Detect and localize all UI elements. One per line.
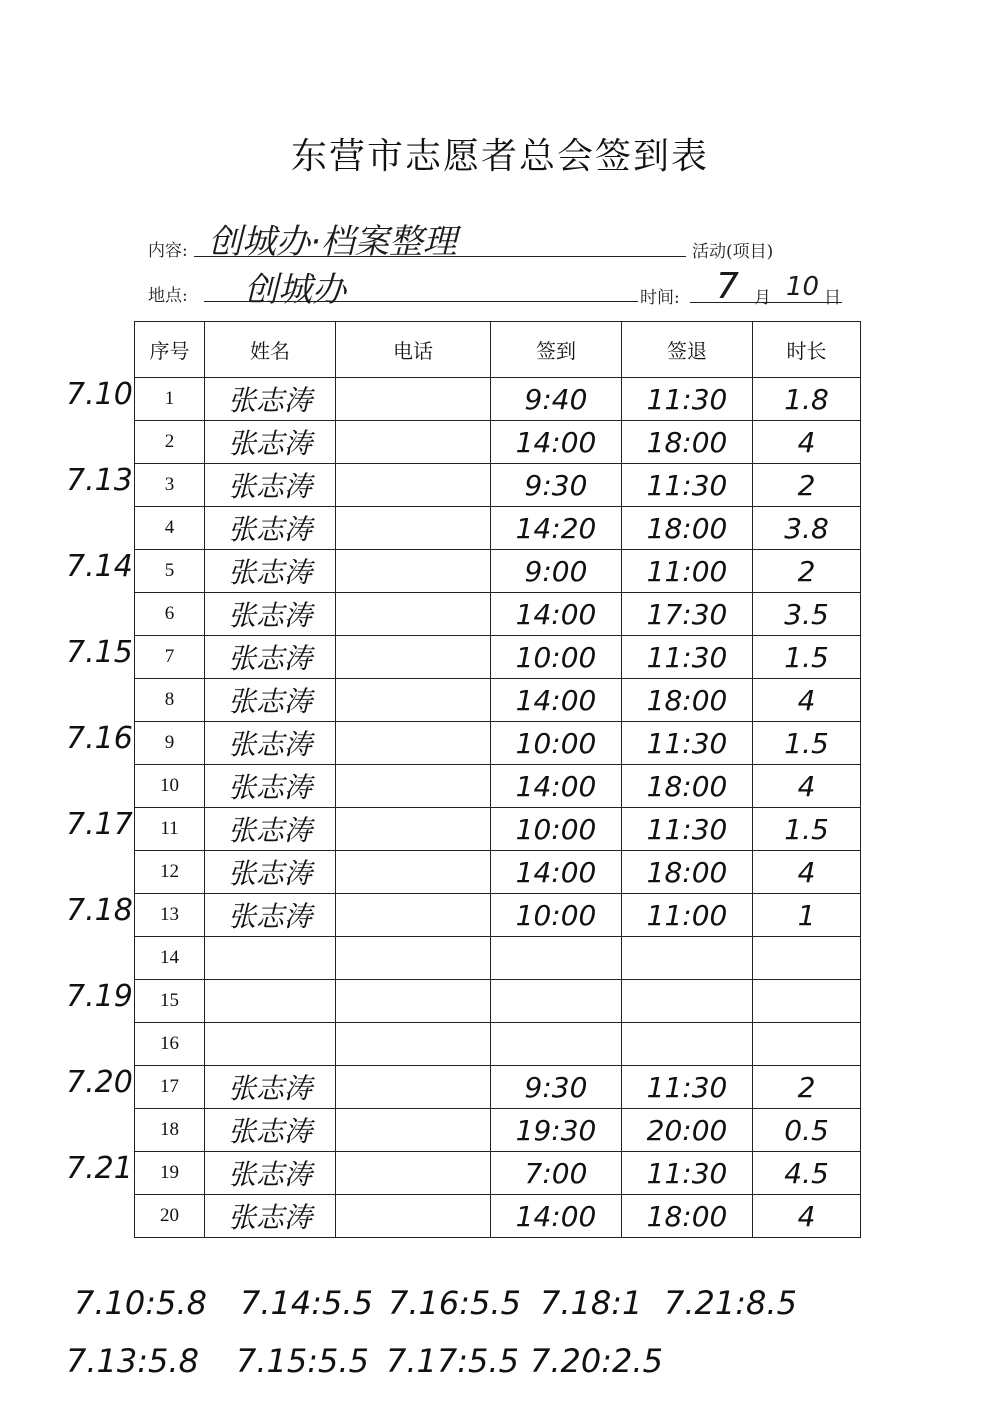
sign-in-cell: [491, 1023, 622, 1066]
summary-entry: 7.16:5.5: [388, 1284, 521, 1322]
row-number: 18: [135, 1109, 205, 1152]
name-cell: 张志涛: [205, 851, 336, 894]
sign-in-cell: 9:00: [491, 550, 622, 593]
summary-entry: 7.14:5.5: [240, 1284, 373, 1322]
sign-in-cell: 9:30: [491, 464, 622, 507]
sign-out-cell: 11:00: [622, 894, 753, 937]
table-row: [135, 722, 861, 765]
row-number: 7: [135, 636, 205, 679]
duration-cell: 4.5: [753, 1152, 861, 1195]
name-cell: 张志涛: [205, 1109, 336, 1152]
margin-date-note: 7.14: [66, 549, 133, 584]
row-number: 6: [135, 593, 205, 636]
phone-cell: [336, 464, 491, 507]
sign-out-cell: 11:30: [622, 378, 753, 421]
row-number: 8: [135, 679, 205, 722]
sign-in-cell: [491, 937, 622, 980]
sign-out-cell: 18:00: [622, 679, 753, 722]
time-month: 7: [716, 266, 739, 307]
table-row: [135, 421, 861, 464]
name-cell: 张志涛: [205, 1152, 336, 1195]
sign-in-cell: 14:00: [491, 851, 622, 894]
duration-cell: 1: [753, 894, 861, 937]
time-month-unit: 月: [754, 288, 771, 308]
phone-cell: [336, 722, 491, 765]
sign-out-cell: 11:30: [622, 722, 753, 765]
phone-cell: [336, 808, 491, 851]
duration-cell: [753, 937, 861, 980]
phone-cell: [336, 937, 491, 980]
duration-cell: 2: [753, 464, 861, 507]
name-cell: [205, 937, 336, 980]
sign-out-cell: 11:30: [622, 1152, 753, 1195]
sign-in-cell: 10:00: [491, 636, 622, 679]
margin-date-note: 7.10: [66, 377, 133, 412]
table-row: [135, 851, 861, 894]
phone-cell: [336, 679, 491, 722]
row-number: 4: [135, 507, 205, 550]
phone-cell: [336, 1195, 491, 1238]
phone-cell: [336, 1066, 491, 1109]
time-day: 10: [786, 272, 820, 302]
duration-cell: 4: [753, 1195, 861, 1238]
duration-cell: 2: [753, 550, 861, 593]
sign-in-cell: 9:30: [491, 1066, 622, 1109]
sign-in-cell: 7:00: [491, 1152, 622, 1195]
duration-cell: 0.5: [753, 1109, 861, 1152]
duration-cell: 4: [753, 765, 861, 808]
name-cell: 张志涛: [205, 550, 336, 593]
name-cell: 张志涛: [205, 679, 336, 722]
name-cell: 张志涛: [205, 808, 336, 851]
table-row: [135, 937, 861, 980]
row-number: 17: [135, 1066, 205, 1109]
row-number: 3: [135, 464, 205, 507]
phone-cell: [336, 1109, 491, 1152]
row-number: 11: [135, 808, 205, 851]
phone-cell: [336, 421, 491, 464]
name-cell: 张志涛: [205, 507, 336, 550]
table-row: [135, 507, 861, 550]
location-value: 创城办: [244, 270, 346, 310]
row-number: 10: [135, 765, 205, 808]
header-duration: 时长: [753, 322, 861, 378]
margin-date-note: 7.21: [66, 1151, 133, 1186]
sign-out-cell: 18:00: [622, 1195, 753, 1238]
location-label: 地点:: [148, 286, 188, 306]
phone-cell: [336, 1023, 491, 1066]
page-title: 东营市志愿者总会签到表: [290, 136, 709, 177]
phone-cell: [336, 980, 491, 1023]
name-cell: 张志涛: [205, 765, 336, 808]
summary-entry: 7.10:5.8: [74, 1284, 207, 1322]
sign-out-cell: 18:00: [622, 765, 753, 808]
row-number: 19: [135, 1152, 205, 1195]
row-number: 16: [135, 1023, 205, 1066]
content-label: 内容:: [148, 241, 188, 261]
name-cell: 张志涛: [205, 722, 336, 765]
sign-out-cell: 20:00: [622, 1109, 753, 1152]
row-number: 2: [135, 421, 205, 464]
name-cell: 张志涛: [205, 1195, 336, 1238]
table-row: [135, 636, 861, 679]
sign-in-cell: [491, 980, 622, 1023]
margin-date-note: 7.13: [66, 463, 133, 498]
margin-date-note: 7.15: [66, 635, 133, 670]
sign-in-cell: 14:00: [491, 593, 622, 636]
row-number: 14: [135, 937, 205, 980]
sign-in-cell: 10:00: [491, 894, 622, 937]
summary-entry: 7.17:5.5: [386, 1342, 519, 1380]
margin-date-note: 7.17: [66, 807, 133, 842]
margin-date-note: 7.18: [66, 893, 133, 928]
name-cell: 张志涛: [205, 1066, 336, 1109]
name-cell: [205, 980, 336, 1023]
name-cell: 张志涛: [205, 464, 336, 507]
phone-cell: [336, 636, 491, 679]
name-cell: 张志涛: [205, 636, 336, 679]
duration-cell: 4: [753, 421, 861, 464]
phone-cell: [336, 378, 491, 421]
sign-out-cell: 11:30: [622, 636, 753, 679]
sign-in-cell: 14:00: [491, 679, 622, 722]
row-number: 15: [135, 980, 205, 1023]
sign-in-cell: 14:00: [491, 765, 622, 808]
name-cell: [205, 1023, 336, 1066]
table-header-row: [135, 322, 861, 378]
sign-out-cell: 11:30: [622, 808, 753, 851]
row-number: 1: [135, 378, 205, 421]
table-row: [135, 378, 861, 421]
sign-in-cell: 19:30: [491, 1109, 622, 1152]
sign-out-cell: 17:30: [622, 593, 753, 636]
summary-entry: 7.15:5.5: [236, 1342, 369, 1380]
summary-entry: 7.18:1: [540, 1284, 643, 1322]
margin-date-note: 7.19: [66, 979, 133, 1014]
table-row: [135, 1109, 861, 1152]
name-cell: 张志涛: [205, 894, 336, 937]
sign-out-cell: 18:00: [622, 421, 753, 464]
row-number: 20: [135, 1195, 205, 1238]
table-row: [135, 593, 861, 636]
content-value: 创城办·档案整理: [208, 222, 457, 262]
content-suffix: 活动(项目): [692, 242, 774, 262]
phone-cell: [336, 765, 491, 808]
summary-entry: 7.20:2.5: [530, 1342, 663, 1380]
summary-entry: 7.21:8.5: [664, 1284, 797, 1322]
sign-out-cell: 11:00: [622, 550, 753, 593]
duration-cell: 3.5: [753, 593, 861, 636]
table-row: [135, 550, 861, 593]
sign-out-cell: [622, 980, 753, 1023]
margin-date-note: 7.20: [66, 1065, 133, 1100]
phone-cell: [336, 507, 491, 550]
phone-cell: [336, 851, 491, 894]
sign-in-cell: 9:40: [491, 378, 622, 421]
duration-cell: 1.8: [753, 378, 861, 421]
duration-cell: 1.5: [753, 722, 861, 765]
table-row: [135, 1195, 861, 1238]
duration-cell: [753, 980, 861, 1023]
summary-entry: 7.13:5.8: [66, 1342, 199, 1380]
margin-date-note: 7.16: [66, 721, 133, 756]
sign-in-table: [134, 321, 861, 1238]
table-row: [135, 980, 861, 1023]
time-label: 时间:: [640, 288, 680, 308]
header-phone: 电话: [336, 322, 491, 378]
table-row: [135, 679, 861, 722]
table-row: [135, 1066, 861, 1109]
table-row: [135, 1023, 861, 1066]
time-day-unit: 日: [824, 288, 841, 308]
table-row: [135, 464, 861, 507]
row-number: 13: [135, 894, 205, 937]
phone-cell: [336, 593, 491, 636]
phone-cell: [336, 894, 491, 937]
sign-out-cell: 18:00: [622, 851, 753, 894]
duration-cell: 3.8: [753, 507, 861, 550]
header-seq: 序号: [135, 322, 205, 378]
duration-cell: 1.5: [753, 808, 861, 851]
sign-out-cell: 11:30: [622, 464, 753, 507]
table-row: [135, 894, 861, 937]
sign-out-cell: [622, 1023, 753, 1066]
duration-cell: 4: [753, 851, 861, 894]
name-cell: 张志涛: [205, 378, 336, 421]
row-number: 5: [135, 550, 205, 593]
row-number: 9: [135, 722, 205, 765]
header-sign-out: 签退: [622, 322, 753, 378]
table-row: [135, 765, 861, 808]
header-name: 姓名: [205, 322, 336, 378]
sign-in-cell: 10:00: [491, 722, 622, 765]
sign-out-cell: 18:00: [622, 507, 753, 550]
name-cell: 张志涛: [205, 421, 336, 464]
duration-cell: [753, 1023, 861, 1066]
sign-in-cell: 14:00: [491, 421, 622, 464]
duration-cell: 1.5: [753, 636, 861, 679]
sign-in-cell: 14:20: [491, 507, 622, 550]
table-row: [135, 808, 861, 851]
row-number: 12: [135, 851, 205, 894]
duration-cell: 2: [753, 1066, 861, 1109]
sign-out-cell: [622, 937, 753, 980]
sign-out-cell: 11:30: [622, 1066, 753, 1109]
sign-in-cell: 10:00: [491, 808, 622, 851]
header-sign-in: 签到: [491, 322, 622, 378]
phone-cell: [336, 550, 491, 593]
phone-cell: [336, 1152, 491, 1195]
duration-cell: 4: [753, 679, 861, 722]
sign-in-cell: 14:00: [491, 1195, 622, 1238]
table-row: [135, 1152, 861, 1195]
name-cell: 张志涛: [205, 593, 336, 636]
